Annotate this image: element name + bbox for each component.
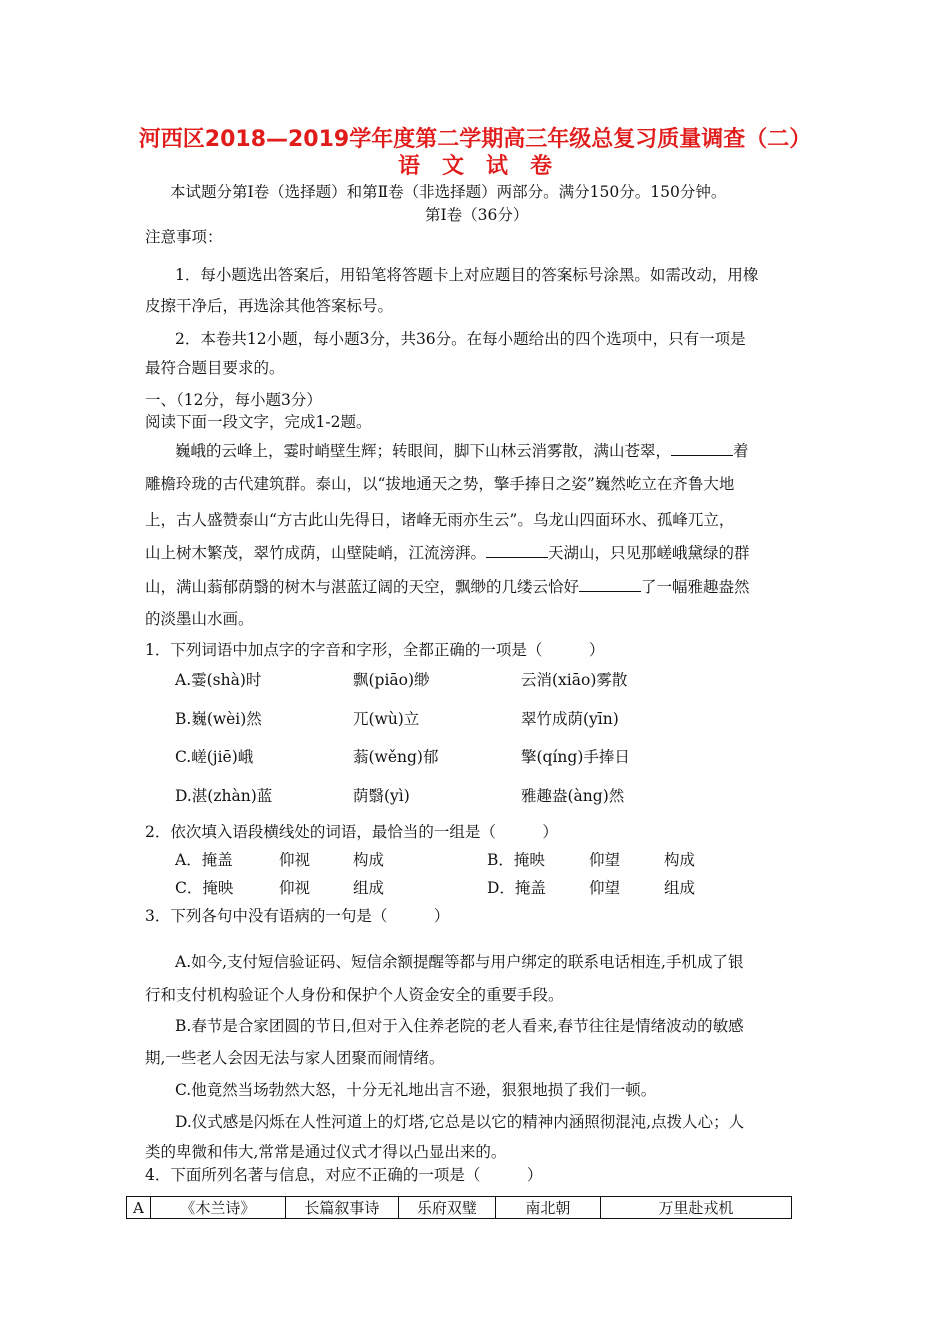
notice-2-line-2: 最符合题目要求的。 [145,359,285,377]
q2-option-b-word-3: 构成 [664,851,696,869]
q2-option-b-word-1: B．掩映 [487,851,545,869]
exam-subject-title: 语 文 试 卷 [397,154,552,179]
question-3-stem: 3．下列各句中没有语病的一句是（ ） [145,907,450,925]
section-one-instruction: 阅读下面一段文字，完成1-2题。 [145,413,372,431]
section-one-heading: 一、（12分，每小题3分） [145,391,322,409]
passage-line-2: 雕檐玲珑的古代建筑群。泰山，以“拔地通天之势，擎手捧日之姿”巍然屹立在齐鲁大地 [145,475,735,493]
q3-option-b-line-2: 期,一些老人会因无法与家人团聚而闹情绪。 [145,1049,445,1067]
q1-option-b-3: 翠竹成荫(yīn) [521,710,619,728]
q2-option-a-word-3: 构成 [353,851,385,869]
question-1-stem: 1．下列词语中加点字的字音和字形，全都正确的一项是（ ） [145,641,605,659]
q4-table [126,1196,792,1219]
q3-option-b-line-1: B.春节是合家团圆的节日,但对于入住养老院的老人看来,春节往往是情绪波动的敏感 [175,1017,744,1035]
question-4-stem: 4．下面所列名著与信息，对应不正确的一项是（ ） [145,1166,543,1184]
q2-option-c-word-3: 组成 [353,879,385,897]
q3-option-a-line-2: 行和支付机构验证个人身份和保护个人资金安全的重要手段。 [145,986,564,1004]
q2-option-d-word-1: D．掩盖 [487,879,546,897]
part-one-heading: 第Ⅰ卷（36分） [425,206,529,224]
q1-option-a-3: 云消(xiāo)雾散 [521,671,628,689]
passage-text: 巍峨的云峰上，霎时峭壁生辉；转眼间，脚下山林云消雾散，满山苍翠， [175,442,672,460]
notice-1-line-1: 1．每小题选出答案后，用铅笔将答题卡上对应题目的答案标号涂黑。如需改动，用橡 [175,266,759,284]
passage-text: 着 [733,442,749,460]
passage-text: 山上树木繁茂，翠竹成荫，山壁陡峭，江流滂湃。 [145,544,487,562]
q2-option-b-word-2: 仰望 [589,851,621,869]
q1-option-a-1: A.霎(shà)时 [175,671,262,689]
table-cell: 南北朝 [495,1197,600,1219]
passage-line-1 [175,439,749,461]
table-row [127,1197,792,1219]
passage-line-5 [145,575,750,597]
q3-option-a-line-1: A.如今,支付短信验证码、短信余额提醒等都与用户绑定的联系电话相连,手机成了银 [175,953,744,971]
q1-option-c-2: 蓊(wěng)郁 [353,748,439,766]
passage-line-4 [145,541,750,563]
q1-option-b-1: B.巍(wèi)然 [175,710,262,728]
exam-intro: 本试题分第Ⅰ卷（选择题）和第Ⅱ卷（非选择题）两部分。满分150分。150分钟。 [170,183,727,201]
q2-option-a-word-2: 仰视 [279,851,311,869]
q1-option-d-3: 雅趣盎(àng)然 [521,787,625,805]
table-cell: 长篇叙事诗 [285,1197,398,1219]
q1-option-d-2: 荫翳(yì) [353,787,410,805]
q2-option-c-word-1: C．掩映 [175,879,234,897]
q1-option-a-2: 飘(piāo)缈 [353,671,430,689]
passage-text: 天湖山，只见那嵯峨黛绿的群 [548,544,750,562]
q1-option-c-3: 擎(qíng)手捧日 [521,748,630,766]
q1-option-d-1: D.湛(zhàn)蓝 [175,787,273,805]
notice-2-line-1: 2．本卷共12小题，每小题3分，共36分。在每小题给出的四个选项中，只有一项是 [175,330,746,348]
notice-1-line-2: 皮擦干净后，再选涂其他答案标号。 [145,297,394,315]
passage-text: 了一幅雅趣盎然 [641,578,750,596]
fill-blank-2 [486,543,548,558]
q3-option-d-line-1: D.仪式感是闪烁在人性河道上的灯塔,它总是以它的精神内涵照彻混沌,点拨人心；人 [175,1113,745,1131]
question-2-stem: 2．依次填入语段横线处的词语，最恰当的一组是（ ） [145,823,558,841]
q3-option-c-line-1: C.他竟然当场勃然大怒，十分无礼地出言不逊，狠狠地损了我们一顿。 [175,1081,657,1099]
table-cell: 万里赴戎机 [600,1197,791,1219]
q2-option-d-word-2: 仰望 [589,879,621,897]
fill-blank-3 [579,577,641,592]
q2-option-a-word-1: A．掩盖 [175,851,233,869]
fill-blank-1 [671,441,733,456]
passage-line-3: 上，古人盛赞泰山“方古此山先得日，诸峰无雨亦生云”。乌龙山四面环水、孤峰兀立， [145,511,735,529]
q2-option-d-word-3: 组成 [664,879,696,897]
passage-text: 山，满山蓊郁荫翳的树木与湛蓝辽阔的天空，飘缈的几缕云恰好 [145,578,580,596]
table-cell: 《木兰诗》 [150,1197,285,1219]
exam-title: 河西区2018—2019学年度第二学期高三年级总复习质量调查（二） [138,127,812,152]
table-cell: 乐府双璧 [398,1197,495,1219]
table-cell: A [127,1197,151,1219]
q1-option-c-1: C.嵯(jiē)峨 [175,748,254,766]
q1-option-b-2: 兀(wù)立 [353,710,420,728]
passage-line-6: 的淡墨山水画。 [145,610,254,628]
q2-option-c-word-2: 仰视 [279,879,311,897]
q3-option-d-line-2: 类的卑微和伟大,常常是通过仪式才得以凸显出来的。 [145,1143,507,1161]
notice-title: 注意事项： [145,228,223,246]
